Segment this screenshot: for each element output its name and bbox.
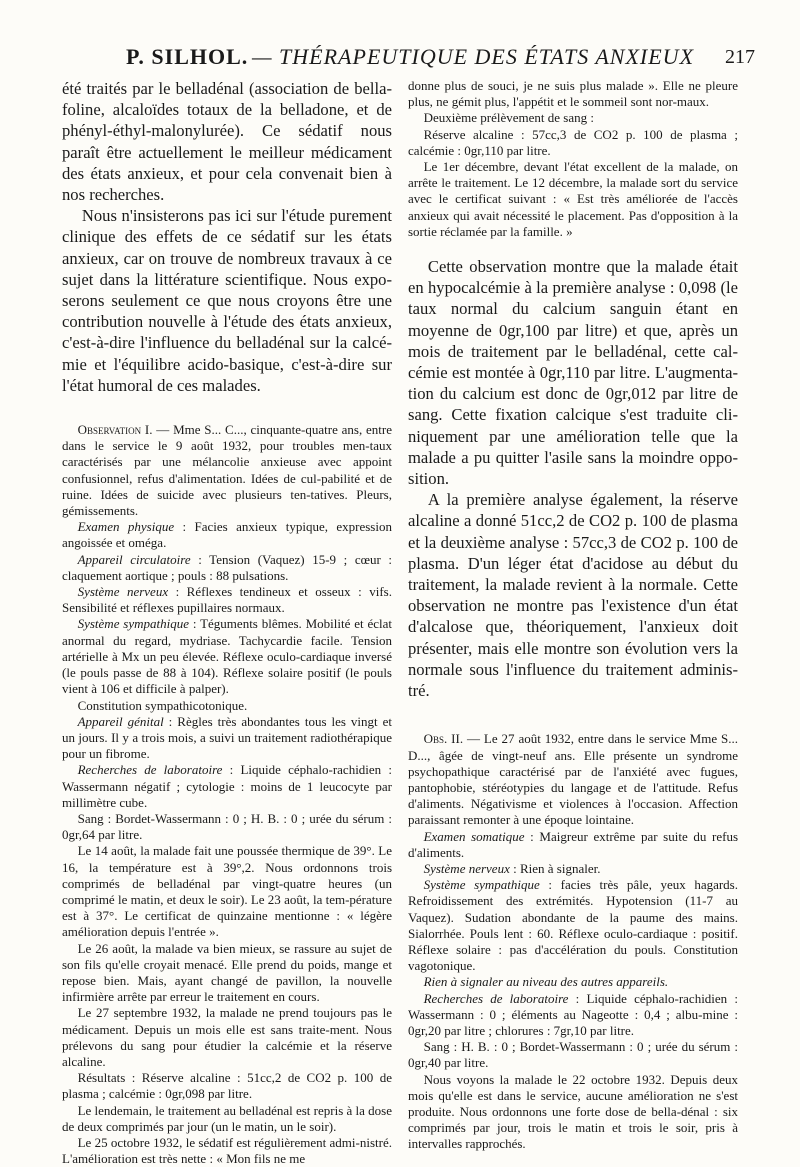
obs1-paragraph: Le 14 août, la malade fait une poussée thermique de 39°. Le 16, la température est à 39°,2. Nous ordonnons trois comprimés de belladénal par vingt-quatre heures (un comprimé le matin, et deux le soir). Le 23 août, la tem-pérature est à 37°. Le certificat de quinzaine mentionne : « légère amélioration depuis l'entrée ». [62, 843, 392, 940]
left-column [62, 78, 392, 1167]
obs1-item: Appareil circulatoire : Tension (Vaquez) 15-9 ; cœur : claquement aortique ; pouls : 88 pulsations. [62, 551, 393, 583]
obs2-paragraph: Sang : H. B. : 0 ; Bordet-Wassermann : 0 ; urée du sérum : 0gr,40 par litre. [408, 1039, 738, 1071]
obs1-cont-paragraph: Le 1er décembre, devant l'état excellent de la malade, on arrête le traitement. Le 12 décembre, la malade sort du service avec le certificat suivant : « Est très améliorée de l'accès anxieux qui avait nécessité le placement. Pas d'opposition à la sortie réclamée par la famille. » [408, 159, 738, 239]
right-column [408, 78, 738, 1153]
obs1-paragraph: Le 27 septembre 1932, la malade ne prend toujours pas le médicament. Depuis un mois elle est sans traite-ment. Nous prélevons du sang pour étudier la calcémie et la réserve alcaline. [62, 1005, 392, 1069]
obs1-item: Recherches de laboratoire : Liquide céphalo-rachidien : Wassermann négatif ; cytologie : moins de 1 leucocyte par millimètre cube. [62, 762, 392, 810]
obs1-cont-paragraph: Deuxième prélèvement de sang : [423, 110, 594, 126]
obs2-item: Recherches de laboratoire : Liquide céphalo-rachidien : Wassermann : 0 ; éléments au Nageotte : 0,4 ; albu-mine : 0gr,20 par litre ; chlorures : 7gr,10 par litre. [408, 990, 738, 1038]
obs1-item: Système nerveux : Réflexes tendineux et osseux : vifs. Sensibilité et réflexes pupillaires normaux. [62, 584, 392, 616]
obs1-item: Examen physique : Facies anxieux typique, expression angoissée et oméga. [62, 519, 392, 551]
obs1-item: Système sympathique : Téguments blêmes. Mobilité et éclat anormal du regard, mydriase. Tachycardie facile. Tension artérielle à Mx un peu élevée. Réflexe oculo-cardiaque inversé (le pouls passe de 88 à 104). Réflexe solaire positif (le pouls vient à 106 et difficile à palper). [62, 616, 392, 697]
observation-1 [62, 422, 392, 1167]
obs2-paragraph: Nous voyons la malade le 22 octobre 1932. Depuis deux mois qu'elle est dans le service, aucune amélioration ne s'est produite. Nous ordonnons une forte dose de bella-dénal : six comprimés par jour, trois le matin et trois le soir, pris à intervalles rapprochés. [408, 1071, 738, 1152]
discussion-paragraph-2: A la première analyse également, la réserve alcaline a donné 51cc,2 de CO2 p. 100 de plasma et la deuxième analyse : 57cc,3 de CO2 p. 100 de plasma. D'un léger état d'acidose au début du traitement, la malade revient à la normale. Cette observation ne montre pas l'existence d'un état d'alcalose que, théoriquement, l'anxieux doit présenter, mais elle montre son évolution vers la normale sous l'influence du traitement adminis-tré. [408, 490, 738, 701]
intro-paragraph-1: été traités par le belladénal (association de bella-foline, alcaloïdes totaux de la belladone, et de phényl-éthyl-malonylurée). Ce sédatif nous paraît être actuellement le meilleur médicament des états anxieux, et pour cela convenait bien à nos recherches. [62, 79, 392, 205]
header-title: — THÉRAPEUTIQUE DES ÉTATS ANXIEUX [252, 44, 695, 69]
obs2-item: Système nerveux : Rien à signaler. [423, 860, 601, 876]
intro-text [62, 78, 392, 396]
obs1-paragraph: Résultats : Réserve alcaline : 51cc,2 de CO2 p. 100 de plasma ; calcémie : 0gr,098 par litre. [62, 1070, 392, 1102]
obs2-italic-line: Rien à signaler au niveau des autres appareils. [423, 974, 669, 990]
obs2-label: Obs. II. [423, 731, 464, 747]
obs1-item: Appareil génital : Règles très abondantes tous les vingt et un jours. Il y a trois mois, a suivi un traitement radiothérapique pour un fibrome. [62, 713, 392, 762]
obs2-intro [408, 731, 738, 828]
discussion-text [408, 256, 738, 701]
obs2-item: Système sympathique : facies très pâle, yeux hagards. Refroidissement des extrémités. Hypotension (11-7 au Vaquez). Sudation abondante de la paume des mains. Sialorrhée. Pouls lent : 60. Réflexe oculo-cardiaque : positif. Réflexe solaire : pas d'accélération du pouls. Constitution vagotonique. [408, 877, 738, 974]
obs1-paragraph: Le 26 août, la malade va bien mieux, se rassure au sujet de son fils qu'elle croyait menacé. Elle prend du poids, mange et repose bien. Mais, ayant changé de pavillon, la nouvelle infirmière arrête par erreur le traitement en cours. [62, 940, 392, 1005]
obs2-item: Examen somatique : Maigreur extrême par suite du refus d'aliments. [408, 828, 739, 860]
observation-2 [408, 731, 738, 1152]
discussion-paragraph-1: Cette observation montre que la malade était en hypocalcémie à la première analyse : 0,098 (le taux normal du calcium sanguin étant en moyenne de 0gr,100 par litre) et que, après un mois de traitement par le belladénal, cette cal-cémie est montée à 0gr,110 par litre. L'augmenta-tion du calcium est donc de 0gr,012 par litre de sang. Cette fixation calcique s'est traduite cli-niquement par une amélioration telle que la malade a pu quitter l'asile sans la moindre oppo-sition. [408, 257, 738, 489]
obs1-paragraph: Sang : Bordet-Wassermann : 0 ; H. B. : 0 ; urée du sérum : 0gr,64 par litre. [62, 810, 392, 843]
header-author: P. SILHOL. [126, 44, 249, 69]
page-number: 217 [725, 46, 755, 68]
obs1-paragraph: Le 25 octobre 1932, le sédatif est régulièrement admi-nistré. L'amélioration est très nette : « Mon fils ne me [62, 1134, 392, 1167]
obs1-paragraph: Le lendemain, le traitement au belladénal est repris à la dose de deux comprimés par jour (un le matin, un le soir). [62, 1102, 392, 1134]
obs1-constitution: Constitution sympathicotonique. [77, 697, 248, 713]
obs1-cont-paragraph: donne plus de souci, je ne suis plus malade ». Elle ne pleure plus, ne gémit plus, l'appétit et le sommeil sont nor-maux. [408, 78, 738, 110]
obs1-text: — Mme S... C..., cinquante-quatre ans, entre dans le service le 9 août 1932, pour troubles men-taux caractérisés par une mélancolie anxieuse avec appoint confusionnel, refus d'alimentation. Idées de cul-pabilité et de ruine. Idées de suicide avec plusieurs ten-tatives. Pleurs, gémissements. [62, 422, 393, 519]
running-header [60, 40, 755, 72]
obs1-cont-paragraph: Réserve alcaline : 57cc,3 de CO2 p. 100 de plasma ; calcémie : 0gr,110 par litre. [408, 126, 738, 158]
obs1-label: Observation I. [77, 422, 153, 438]
observation-1-continued [408, 78, 738, 240]
obs1-intro [62, 422, 392, 519]
intro-paragraph-2: Nous n'insisterons pas ici sur l'étude purement clinique des effets de ce sédatif sur les états anxieux, car on trouve de nombreux travaux à ce sujet dans la littérature scientifique. Nous expo-serons seulement ce que nous croyons être une contribution nouvelle à l'étude des états anxieux, c'est-à-dire l'influence du belladénal sur la calcé-mie et l'équilibre acido-basique, c'est-à-dire sur l'état humoral de ces malades. [62, 206, 392, 395]
obs2-text: — Le 27 août 1932, entre dans le service Mme S... D..., âgée de vingt-neuf ans. Elle présente un syndrome psychopathique caractérisé par de l'anxiété avec fugues, pantophobie, stéréotypies du langage et de l'attitude. Refus d'aliments. Négativisme et violences à l'occasion. Affection paraissant remonter à une époque lointaine. [408, 731, 738, 828]
